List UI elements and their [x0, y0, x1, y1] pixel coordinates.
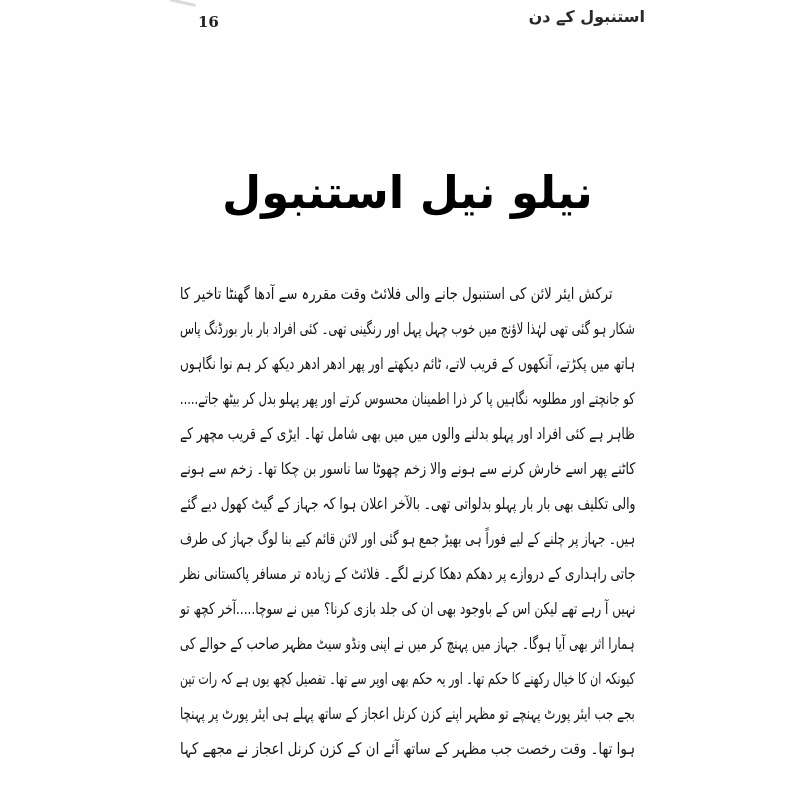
body-line: شکار ہو گئی تھی لہٰذا لاؤنج میں خوب چہل پہل اور رنگینی تھی۔ کئی افراد بار بار بورڈنگ پاس [180, 319, 635, 338]
running-title: استنبول کے دن [528, 7, 645, 26]
chapter-title: نیلو نیل استنبول [222, 166, 593, 219]
body-line: ہوا تھا۔ وقت رخصت جب مظہر کے ساتھ آئے ان کے کزن کرنل اعجاز نے مجھے کہا [179, 739, 635, 758]
body-line: نہیں آ رہے تھے لیکن اس کے باوجود بھی ان کی جلد بازی کرنا؟ میں نے سوچا.....آخر کچھ تو [179, 599, 635, 618]
scan-artifact [169, 0, 196, 7]
body-line: کو جانچتے اور مطلوبہ نگاہیں پا کر ذرا اطمینان محسوس کرتے اور پھر پہلو بدل کر بیٹھ جاتے..... [180, 389, 635, 408]
body-line: جاتی راہداری کے دروازے پر دھکم دھکا کرنے لگے۔ فلائٹ کے زیادہ تر مسافر پاکستانی نظر [179, 564, 635, 583]
body-text [180, 276, 635, 766]
body-line: والی تکلیف بھی بار بار پہلو بدلواتی تھی۔ بالآخر اعلان ہوا کہ جہاز کے گیٹ کھول دیے گئے [179, 494, 635, 513]
body-line: ہمارا اثر بھی آیا ہوگا۔ جہاز میں پہنچ کر میں نے اپنی ونڈو سیٹ مظہر صاحب کے حوالے کی [180, 634, 635, 653]
body-line: ترکش ایئر لائن کی استنبول جانے والی فلائٹ وقت مقررہ سے آدھا گھنٹا تاخیر کا [180, 284, 613, 303]
body-line: بجے جب ایئر پورٹ پہنچے تو مظہر اپنے کزن کرنل اعجاز کے ساتھ پہلے ہی ایئر پورٹ پر پہنچا [180, 704, 635, 723]
body-line: ظاہر ہے کئی افراد اور پہلو بدلنے والوں میں میں بھی شامل تھا۔ ایڑی کے قریب مچھر کے [180, 424, 635, 443]
body-line: کاٹنے پھر اسے خارش کرنے سے ہونے والا زخم چھوٹا سا ناسور بن چکا تھا۔ زخم سے ہونے [179, 459, 635, 478]
body-line: کیونکہ ان کا خیال رکھنے کا حکم تھا۔ اور یہ حکم بھی اوپر سے تھا۔ تفصیل کچھ یوں ہے کہ رات تین [180, 669, 635, 688]
page-number: 16 [198, 13, 219, 31]
body-line: ہاتھ میں پکڑتے، آنکھوں کے قریب لاتے، ٹائم دیکھتے اور پھر ادھر ادھر دیکھ کر ہم نوا نگاہوں [179, 354, 635, 373]
body-line: ہیں۔ جہاز پر چلنے کے لیے فوراً ہی بھیڑ جمع ہو گئی اور لائن قائم کیے بنا لوگ جہاز کی طرف [179, 529, 635, 548]
